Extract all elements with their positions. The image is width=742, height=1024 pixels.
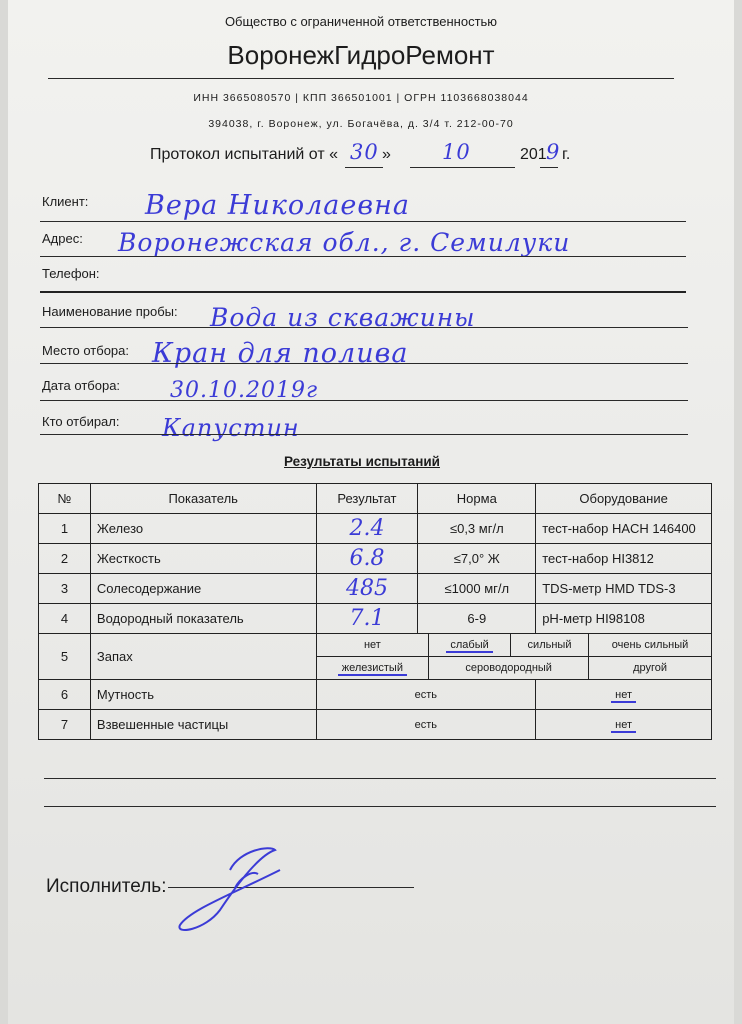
sample-who-value: Капустин bbox=[162, 414, 300, 442]
row-norm: ≤1000 мг/л bbox=[418, 574, 536, 604]
row-result: 6.8 bbox=[316, 544, 418, 574]
protocol-year-prefix: 201 bbox=[520, 146, 547, 163]
turbidity-no-mark: нет bbox=[611, 689, 636, 703]
smell-option-other: другой bbox=[589, 657, 711, 680]
header-result: Результат bbox=[316, 484, 418, 514]
row-equipment: тест-набор HI3812 bbox=[536, 544, 712, 574]
smell-options-cell bbox=[316, 634, 712, 680]
day-line bbox=[345, 167, 383, 168]
row-number: 2 bbox=[39, 544, 91, 574]
header-equipment: Оборудование bbox=[536, 484, 712, 514]
smell-option-none: нет bbox=[317, 634, 429, 657]
row-indicator: Водородный показатель bbox=[90, 604, 316, 634]
row-norm: ≤0,3 мг/л bbox=[418, 514, 536, 544]
turbidity-option-yes: есть bbox=[316, 680, 536, 710]
sample-date-value: 30.10.2019г bbox=[170, 378, 319, 403]
smell-options-table bbox=[317, 634, 712, 679]
header-divider bbox=[48, 78, 674, 79]
sample-date-label: Дата отбора: bbox=[42, 378, 121, 393]
protocol-year-suffix: г. bbox=[562, 146, 571, 163]
row-equipment: тест-набор HACH 146400 bbox=[536, 514, 712, 544]
header-number: № bbox=[39, 484, 91, 514]
note-line-1 bbox=[44, 778, 716, 779]
row-result: 485 bbox=[316, 574, 418, 604]
note-line-2 bbox=[44, 806, 716, 807]
row-equipment: pH-метр HI98108 bbox=[536, 604, 712, 634]
row-indicator: Железо bbox=[90, 514, 316, 544]
turbidity-option-no bbox=[536, 680, 712, 710]
client-line bbox=[40, 221, 686, 222]
sample-place-label: Место отбора: bbox=[42, 343, 130, 358]
table-row-smell bbox=[39, 634, 712, 680]
suspended-option-yes: есть bbox=[316, 710, 536, 740]
table-row bbox=[39, 544, 712, 574]
smell-option-iron bbox=[317, 657, 429, 680]
table-row-suspended bbox=[39, 710, 712, 740]
results-table bbox=[38, 483, 712, 740]
address-label: Адрес: bbox=[42, 231, 83, 246]
smell-option-very-strong: очень сильный bbox=[589, 634, 711, 657]
signature-image bbox=[160, 840, 300, 940]
smell-option-strong: сильный bbox=[510, 634, 588, 657]
row-number: 4 bbox=[39, 604, 91, 634]
client-section-divider bbox=[40, 291, 686, 293]
protocol-quote-close: » bbox=[382, 146, 391, 163]
protocol-month: 10 bbox=[442, 140, 471, 164]
executor-label: Исполнитель: bbox=[46, 876, 167, 897]
phone-label: Телефон: bbox=[42, 266, 100, 281]
sample-who-line bbox=[40, 434, 688, 435]
row-norm: ≤7,0° Ж bbox=[418, 544, 536, 574]
table-row bbox=[39, 514, 712, 544]
month-line bbox=[410, 167, 515, 168]
results-title: Результаты испытаний bbox=[284, 454, 440, 469]
sample-name-line bbox=[40, 327, 688, 328]
smell-option-sulfide: сероводородный bbox=[429, 657, 589, 680]
protocol-prefix: Протокол испытаний от « bbox=[150, 146, 339, 163]
header-indicator: Показатель bbox=[90, 484, 316, 514]
company-address: 394038, г. Воронеж, ул. Богачёва, д. 3/4 т. 212-00-70 bbox=[208, 118, 514, 130]
row-indicator: Запах bbox=[90, 634, 316, 680]
sample-name-label: Наименование пробы: bbox=[42, 304, 178, 319]
smell-weak-mark: слабый bbox=[446, 639, 492, 653]
sample-place-line bbox=[40, 363, 688, 364]
row-indicator: Взвешенные частицы bbox=[90, 710, 316, 740]
client-label: Клиент: bbox=[42, 194, 89, 209]
row-number: 3 bbox=[39, 574, 91, 604]
smell-iron-mark: железистый bbox=[338, 662, 407, 676]
year-line bbox=[540, 167, 558, 168]
address-value: Воронежская обл., г. Семилуки bbox=[118, 228, 571, 257]
table-row bbox=[39, 574, 712, 604]
table-row-turbidity bbox=[39, 680, 712, 710]
header-norm: Норма bbox=[418, 484, 536, 514]
row-norm: 6-9 bbox=[418, 604, 536, 634]
client-value: Вера Николаевна bbox=[145, 190, 410, 221]
row-indicator: Мутность bbox=[90, 680, 316, 710]
table-header-row bbox=[39, 484, 712, 514]
protocol-year-digit: 9 bbox=[546, 140, 561, 164]
suspended-no-mark: нет bbox=[611, 719, 636, 733]
row-result: 2.4 bbox=[316, 514, 418, 544]
row-indicator: Жесткость bbox=[90, 544, 316, 574]
row-number: 6 bbox=[39, 680, 91, 710]
smell-option-weak bbox=[429, 634, 511, 657]
row-equipment: TDS-метр HMD TDS-3 bbox=[536, 574, 712, 604]
sample-who-label: Кто отбирал: bbox=[42, 414, 120, 429]
sample-date-line bbox=[40, 400, 688, 401]
sample-place-value: Кран для полива bbox=[152, 338, 409, 369]
row-result: 7.1 bbox=[316, 604, 418, 634]
suspended-option-no bbox=[536, 710, 712, 740]
address-line bbox=[40, 256, 686, 257]
protocol-day: 30 bbox=[350, 140, 379, 164]
org-type: Общество с ограниченной ответственностью bbox=[224, 14, 498, 29]
company-requisites: ИНН 3665080570 | КПП 366501001 | ОГРН 1103668038044 bbox=[193, 92, 529, 104]
table-row bbox=[39, 604, 712, 634]
company-name: ВоронежГидроРемонт bbox=[227, 40, 495, 70]
sample-name-value: Вода из скважины bbox=[210, 303, 476, 332]
row-number: 1 bbox=[39, 514, 91, 544]
row-number: 5 bbox=[39, 634, 91, 680]
row-indicator: Солесодержание bbox=[90, 574, 316, 604]
row-number: 7 bbox=[39, 710, 91, 740]
